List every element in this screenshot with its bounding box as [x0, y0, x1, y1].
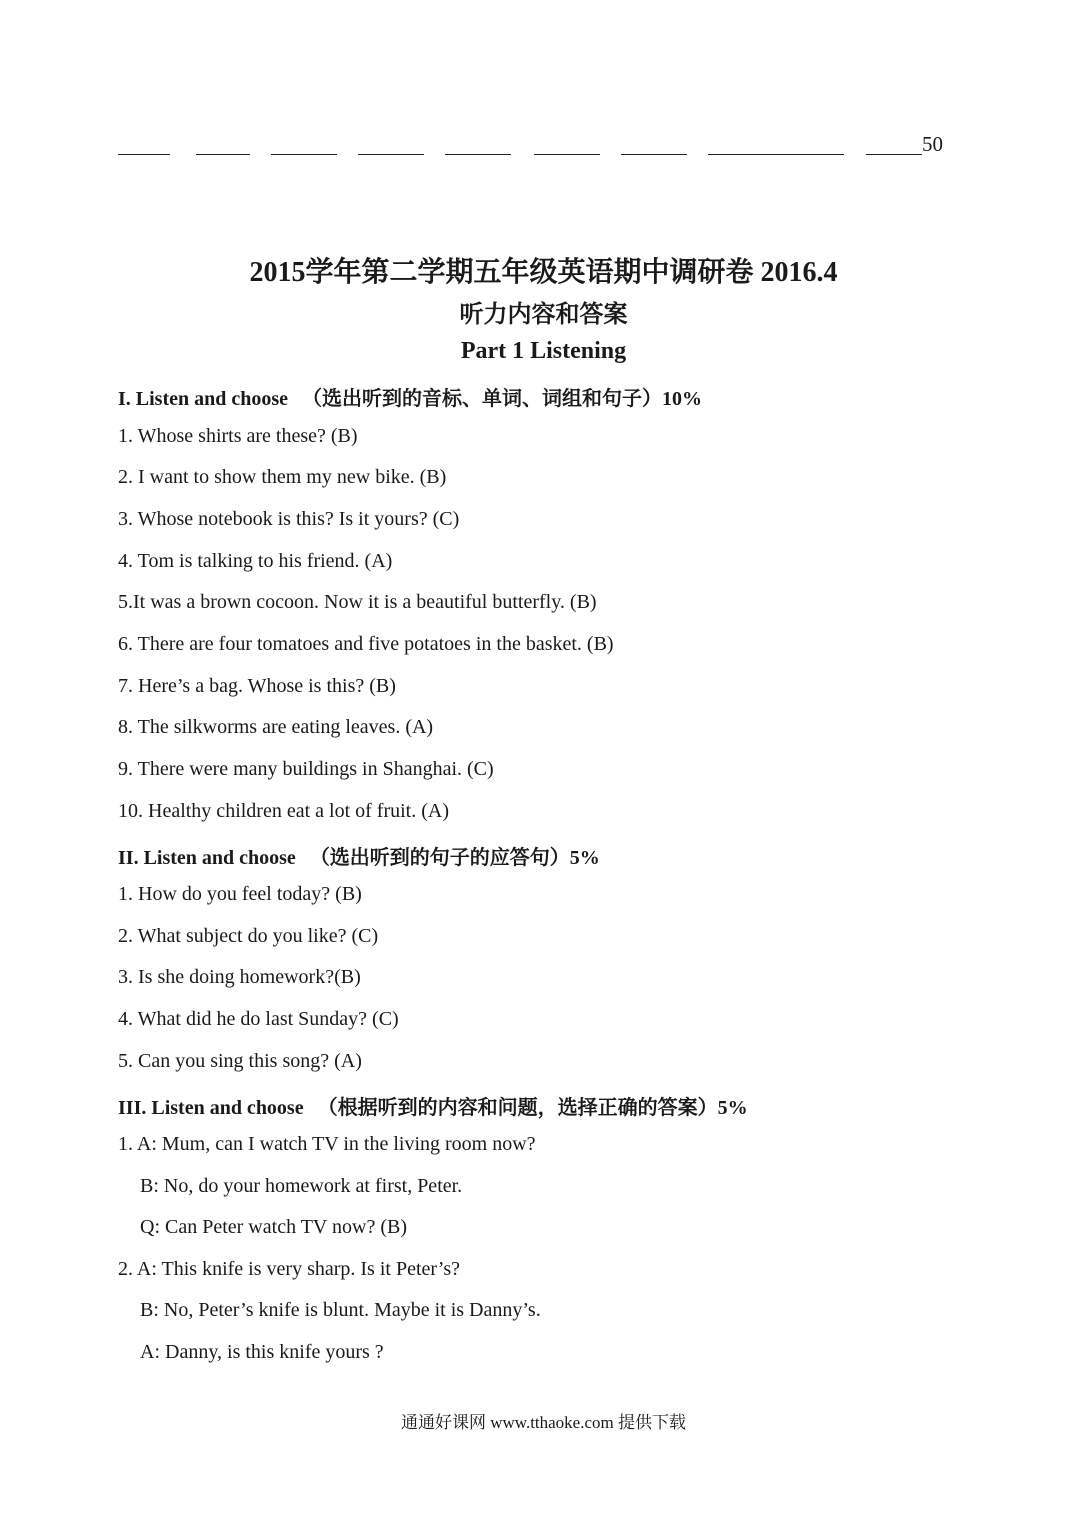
list-item: 8. The silkworms are eating leaves. (A)	[118, 716, 434, 738]
list-item: A: Danny, is this knife yours ?	[140, 1341, 384, 1363]
score-blank	[358, 154, 424, 155]
score-blank	[271, 154, 337, 155]
total-score: 50	[922, 132, 943, 156]
list-item: 4. Tom is talking to his friend. (A)	[118, 550, 393, 572]
list-item: 9. There were many buildings in Shanghai. (C)	[118, 758, 494, 780]
list-item: 7. Here’s a bag. Whose is this? (B)	[118, 675, 396, 697]
list-item: 5. Can you sing this song? (A)	[118, 1050, 362, 1072]
score-blank	[621, 154, 687, 155]
section-heading	[118, 1091, 748, 1120]
section-heading-cn: （根据听到的内容和问题，选择正确的答案）5%	[317, 1097, 748, 1119]
part-heading: Part 1 Listening	[460, 338, 627, 364]
list-item: 3. Is she doing homework?(B)	[118, 966, 361, 988]
section-heading-en: III. Listen and choose	[118, 1097, 304, 1119]
section-heading	[118, 382, 702, 411]
list-item: Q: Can Peter watch TV now? (B)	[140, 1216, 407, 1238]
list-item: 3. Whose notebook is this? Is it yours? (C)	[118, 508, 460, 530]
list-item: 6. There are four tomatoes and five potatoes in the basket. (B)	[118, 633, 614, 655]
section-heading	[118, 841, 600, 870]
section-heading-cn: （选出听到的句子的应答句）5%	[309, 847, 600, 869]
list-item: 2. A: This knife is very sharp. Is it Peter’s?	[118, 1258, 460, 1280]
score-blank	[708, 154, 844, 155]
section-heading-en: II. Listen and choose	[118, 847, 296, 869]
score-blank	[196, 154, 250, 155]
score-blanks-row	[118, 134, 948, 158]
page-title: 2015学年第二学期五年级英语期中调研卷 2016.4	[249, 257, 838, 288]
list-item: B: No, do your homework at first, Peter.	[140, 1175, 463, 1197]
score-blank	[118, 154, 170, 155]
list-item: 2. What subject do you like? (C)	[118, 925, 379, 947]
list-item: 5.It was a brown cocoon. Now it is a beautiful butterfly. (B)	[118, 591, 597, 613]
section-heading-en: I. Listen and choose	[118, 388, 289, 410]
list-item: 4. What did he do last Sunday? (C)	[118, 1008, 399, 1030]
page-subtitle: 听力内容和答案	[459, 302, 628, 328]
score-blank	[445, 154, 511, 155]
list-item: 1. How do you feel today? (B)	[118, 883, 362, 905]
list-item: 1. A: Mum, can I watch TV in the living room now?	[118, 1133, 536, 1155]
page-footer: 通通好课网 www.tthaoke.com 提供下载	[400, 1413, 687, 1432]
score-blank	[866, 154, 922, 155]
list-item: 2. I want to show them my new bike. (B)	[118, 466, 447, 488]
section-heading-cn: （选出听到的音标、单词、词组和句子）10%	[302, 388, 703, 410]
list-item: 10. Healthy children eat a lot of fruit. (A)	[118, 800, 449, 822]
score-blank	[534, 154, 600, 155]
list-item: 1. Whose shirts are these? (B)	[118, 425, 358, 447]
list-item: B: No, Peter’s knife is blunt. Maybe it is Danny’s.	[140, 1299, 541, 1321]
